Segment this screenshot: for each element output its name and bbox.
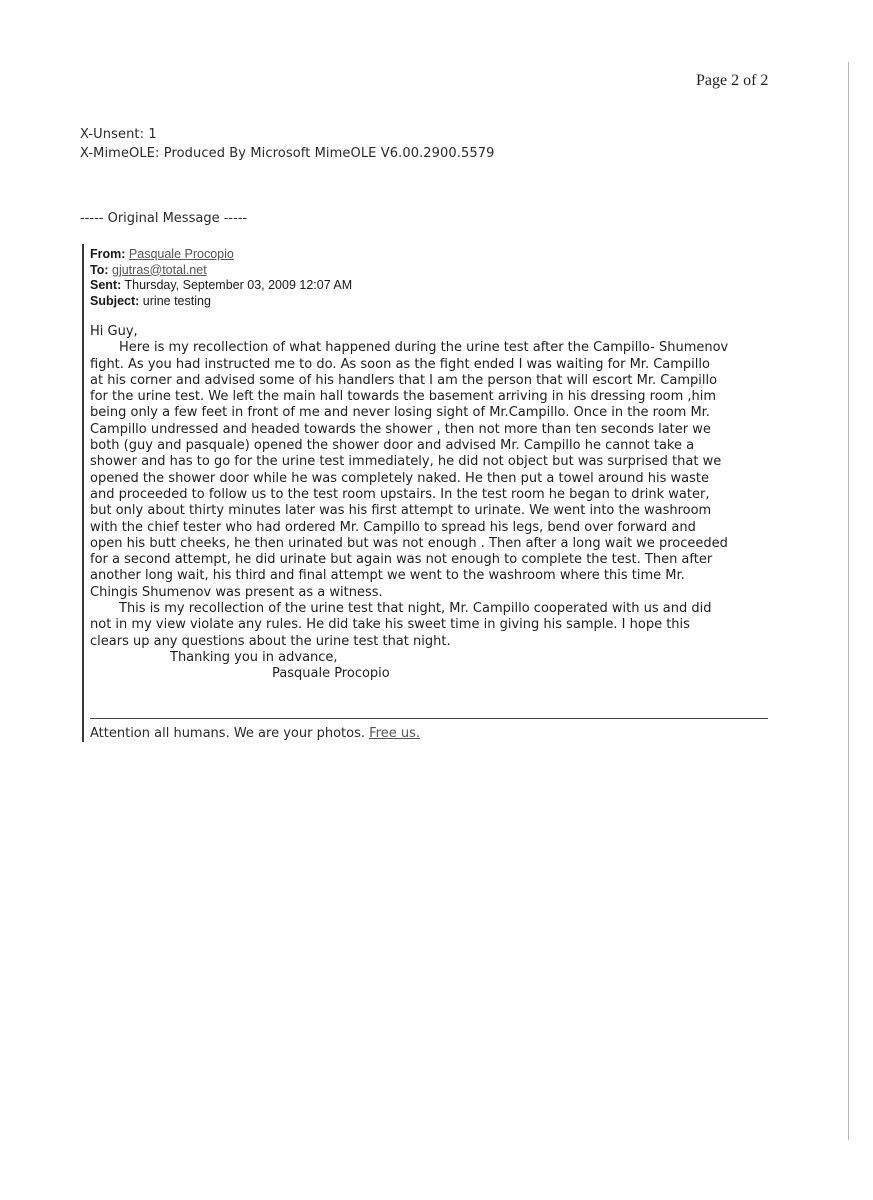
- body-line: fight. As you had instructed me to do. As soon as the fight ended I was waiting for Mr. Campillo: [90, 356, 710, 372]
- meta-to-link[interactable]: gjutras@total.net: [112, 262, 207, 277]
- closing-line: Thanking you in advance,: [170, 649, 338, 665]
- meta-from-link[interactable]: Pasquale Procopio: [128, 247, 234, 261]
- meta-sent-label: Sent:: [90, 278, 122, 292]
- footer: [90, 726, 420, 741]
- meta-to-row: [90, 263, 352, 279]
- original-message-label: ----- Original Message -----: [80, 211, 248, 226]
- header-x-mimeole: X-MimeOLE: Produced By Microsoft MimeOLE V6.00.2900.5579: [80, 146, 495, 161]
- body-line: Chingis Shumenov was present as a witness.: [90, 584, 383, 600]
- footer-link[interactable]: Free us.: [369, 726, 420, 741]
- page-edge-line: [848, 62, 849, 1140]
- page-number: Page 2 of 2: [696, 72, 769, 89]
- body-line: at his corner and advised some of his handlers that I am the person that will escort Mr. Campillo: [90, 372, 718, 388]
- meta-subject-label: Subject:: [90, 293, 140, 308]
- body-line: Here is my recollection of what happened during the urine test after the Campillo- Shumenov: [119, 340, 729, 356]
- meta-subject-row: [90, 294, 352, 310]
- greeting: Hi Guy,: [90, 324, 138, 339]
- body-line: open his butt cheeks, he then urinated but was not enough . Then after a long wait we proceeded: [90, 535, 728, 551]
- body-line: but only about thirty minutes later was his first attempt to urinate. We went into the washroom: [90, 503, 712, 519]
- body-line: another long wait, his third and final attempt we went to the washroom where this time Mr.: [90, 568, 685, 584]
- body-line: not in my view violate any rules. He did take his sweet time in giving his sample. I hope this: [90, 617, 690, 633]
- body-line: both (guy and pasquale) opened the shower door and advised Mr. Campillo he cannot take a: [90, 438, 695, 454]
- meta-sent-row: [90, 278, 352, 294]
- body-line: opened the shower door while he was completely naked. He then put a towel around his waste: [90, 470, 709, 486]
- footer-divider: [90, 718, 768, 719]
- body-line: with the chief tester who had ordered Mr. Campillo to spread his legs, bend over forward and: [90, 519, 696, 535]
- body-line: Campillo undressed and headed towards the shower , then not more than ten seconds later we: [90, 421, 711, 437]
- meta-from-row: [90, 247, 352, 263]
- quote-bar: [82, 244, 84, 742]
- meta-subject-value: urine testing: [142, 293, 211, 308]
- header-x-unsent: X-Unsent: 1: [80, 127, 157, 142]
- body-line: This is my recollection of the urine test that night, Mr. Campillo cooperated with us and did: [119, 601, 712, 617]
- body-line: and proceeded to follow us to the test room upstairs. In the test room he began to drink water,: [90, 486, 710, 502]
- meta-from-label: From:: [90, 247, 126, 261]
- meta-sent-value: Thursday, September 03, 2009 12:07 AM: [124, 278, 353, 292]
- body-line: shower and has to go for the urine test immediately, he did not object but was surprised that we: [90, 454, 722, 470]
- signature: Pasquale Procopio: [272, 666, 390, 682]
- message-meta: [90, 247, 352, 309]
- footer-text: Attention all humans. We are your photos.: [90, 726, 365, 741]
- body-line: for a second attempt, he did urinate but again was not enough to complete the test. Then after: [90, 552, 713, 568]
- message-body: [90, 324, 780, 683]
- meta-to-label: To:: [90, 262, 109, 277]
- body-line: for the urine test. We left the main hall towards the basement arriving in his dressing room ,him: [90, 389, 717, 405]
- body-line: clears up any questions about the urine test that night.: [90, 633, 451, 649]
- body-line: being only a few feet in front of me and never losing sight of Mr.Campillo. Once in the room Mr.: [90, 405, 710, 421]
